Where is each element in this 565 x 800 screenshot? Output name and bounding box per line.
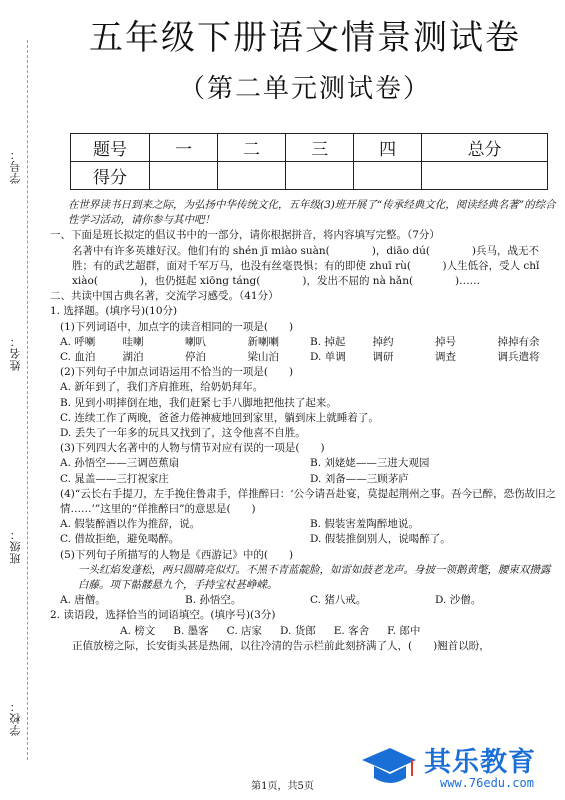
score-input-cell[interactable] [354, 162, 422, 190]
class-label: 班级： [9, 528, 22, 564]
option: C. 晁盖——三打祝家庄 [60, 472, 169, 485]
q3-options-row [50, 472, 560, 487]
exam-title: 五年级下册语文情景测试卷 [89, 18, 521, 58]
option: B. 见到小明摔倒在地，我们赶紧七手八脚地把他扶了起来。 [60, 396, 337, 409]
binding-margin [0, 0, 46, 800]
reading-passage: 正值放榜之际，长安街头甚是热闹，以往冷清的告示栏前此刻挤满了人，( )翘首以盼， [72, 639, 490, 652]
section1-text: 名著中有许多英雄好汉。他们有的 shén jī miào suàn( )，diāo dú( )兵马，战无不胜；有的武艺超群，面对千军万马，也没有丝毫畏惧；有的即使 zhuī rù( )人生低谷，受人 chǐ xiào( )，也仍挺起 xiōng táng( )，发出不屈的 nà hǎn( )…… [72, 244, 540, 288]
option: D. 假装推倒别人，说喝醉了。 [310, 533, 451, 546]
question-3: (3)下列四大名著中的人物与情节对应有误的一项是( ) [60, 442, 325, 455]
option: 湖泊 [122, 351, 144, 364]
name-label: 姓名： [9, 335, 22, 371]
intro-paragraph: 在世界读书日到来之际，为弘扬中华传统文化，五年级(3)班开展了“传承经典文化，阅读经典名著”的综合性学习活动，请你参与其中吧！ [68, 199, 556, 227]
score-cell: 四 [354, 134, 422, 162]
option: 掉约 [372, 335, 394, 348]
option: C. 连续工作了两晚，爸爸力倦神疲地回到家里，躺到床上就睡着了。 [60, 411, 379, 424]
word-option: E. 客舍 [333, 624, 370, 637]
q4-options-row [50, 517, 560, 532]
word-bank [50, 624, 560, 639]
question-5: (5)下列句子所描写的人物是《西游记》中的( ) [60, 548, 294, 561]
option: A. 唐僧。 [60, 594, 106, 607]
option: A. 假装醉酒以作为推辞，说。 [60, 518, 201, 531]
word-option: A. 榜文 [120, 624, 156, 637]
page-footer: 第1页，共5页 [251, 781, 314, 792]
section1-heading: 一、下面是班长拟定的倡议书中的一部分，请你根据拼音，将内容填写完整。（7分） [50, 229, 440, 242]
option: 梁山泊 [247, 351, 279, 364]
section2-heading: 二、共读中国古典名著，交流学习感受。（41分） [50, 290, 279, 303]
exam-subtitle: （第二单元测试卷） [178, 74, 431, 104]
option: A. 呼喇 [60, 335, 96, 348]
word-option: C. 店家 [226, 624, 263, 637]
q3-options-row [50, 456, 560, 471]
word-option: D. 货郎 [280, 624, 316, 637]
option: D. 丢失了一年多的玩具又找到了，这令他喜不自胜。 [60, 427, 306, 440]
student-id-label: 学号： [9, 148, 22, 184]
score-header-row [71, 134, 548, 162]
option: 调研 [372, 351, 394, 364]
q5-options-row [50, 593, 560, 608]
option: 掉号 [435, 335, 456, 348]
option: A. 孙悟空——三调芭蕉扇 [60, 457, 180, 470]
question-2: (2)下列句子中加点词语运用不恰当的一项是( ) [60, 366, 294, 379]
score-cell: 总分 [422, 134, 548, 162]
option: C. 猪八戒。 [310, 594, 367, 607]
question-4: (4)“云长右手提刀，左手挽住鲁肃手，佯推醉曰：‘公今请吾赴宴，莫提起荆州之事。吾今已醉，恐伤故旧之情……’”这里的“佯推醉曰”的意思是( ) [60, 487, 557, 516]
sub-question-1: 1. 选择题。(填序号)(10分) [50, 305, 178, 318]
score-table [70, 133, 548, 190]
option: B. 孙悟空。 [185, 594, 242, 607]
option: B. 掉起 [310, 335, 346, 348]
score-cell: 一 [150, 134, 218, 162]
score-cell: 二 [218, 134, 286, 162]
school-label: 学校： [9, 700, 22, 736]
score-input-cell[interactable] [422, 162, 548, 190]
score-cell: 题号 [71, 134, 150, 162]
option: C. 血泊 [60, 351, 96, 364]
score-value-row [71, 162, 548, 190]
word-option: B. 墨客 [173, 624, 209, 637]
option: 新喇喇 [247, 335, 279, 348]
q1-options-row [50, 335, 560, 350]
option: 掉掉有余 [497, 335, 540, 348]
watermark-url: www.76edu.com [440, 776, 534, 790]
option: A. 新年到了，我们齐肩推班，给奶奶拜年。 [60, 381, 264, 394]
score-input-cell[interactable] [150, 162, 218, 190]
option: 调查 [435, 351, 456, 364]
score-cell: 得分 [71, 162, 150, 190]
word-option: F. 郎中 [387, 624, 421, 637]
q1-options-row [50, 350, 560, 365]
cut-line [27, 40, 28, 760]
question-1: (1)下列词语中，加点字的读音相同的一项是( ) [60, 320, 294, 333]
score-cell: 三 [286, 134, 354, 162]
watermark-name: 其乐教育 [424, 747, 536, 778]
score-input-cell[interactable] [286, 162, 354, 190]
q5-quote: 一头红焰发蓬松，两只圆睛亮似灯。不黑不青蓝靛脸，如雷如鼓老龙声。身披一领鹅黄氅，腰束双攒露白藤。项下骷髅悬九个，手持宝杖甚峥嵘。 [78, 563, 551, 592]
option: 哇喇 [122, 335, 144, 348]
q4-options-row [50, 532, 560, 547]
exam-content [50, 198, 560, 654]
option: 停泊 [185, 351, 206, 364]
option: D. 单调 [310, 351, 346, 364]
sub-question-2: 2. 读语段，选择恰当的词语填空。(填序号)(3分) [50, 609, 276, 622]
option: B. 假装害羞陶醉地说。 [310, 518, 419, 531]
option: D. 刘备——三顾茅庐 [310, 472, 409, 485]
option: 调兵遣将 [497, 351, 540, 364]
option: C. 借故拒绝，避免喝醉。 [60, 533, 180, 546]
option: B. 刘姥姥——三进大观园 [310, 457, 430, 470]
option: D. 沙僧。 [435, 594, 482, 607]
option: 喇叭 [185, 335, 206, 348]
score-input-cell[interactable] [218, 162, 286, 190]
